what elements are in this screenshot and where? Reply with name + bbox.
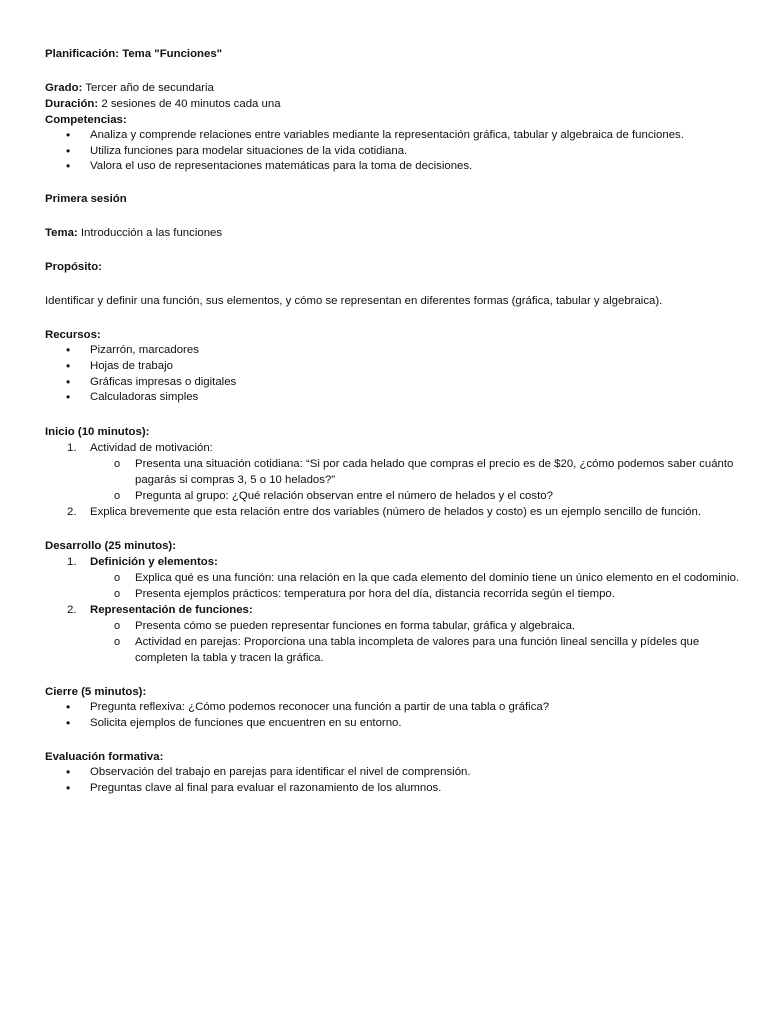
- duracion-line: Duración: 2 sesiones de 40 minutos cada una: [45, 98, 281, 110]
- document-page: [45, 46, 745, 797]
- proposito-text: Identificar y definir una función, sus elementos, y cómo se representan en diferentes formas (gráfica, tabular y algebraica).: [45, 295, 663, 308]
- evaluacion-list: [45, 765, 745, 796]
- list-item: • Valora el uso de representaciones matemáticas para la toma de decisiones.: [45, 159, 745, 175]
- list-item: 2. Representación de funciones: o Presenta cómo se pueden representar funciones en forma tabular, gráfica y algebraica. o Actividad en parejas: Proporciona una tabla incompleta de valores para una función lineal sencilla y pídeles que completen la tabla y tracen la gráfica.: [45, 602, 745, 666]
- desarrollo-list: [45, 554, 745, 666]
- sub-list: [90, 618, 745, 666]
- list-item: • Pregunta reflexiva: ¿Cómo podemos reconocer una función a partir de una tabla o gráfica?: [45, 700, 745, 716]
- list-item: • Hojas de trabajo: [45, 359, 745, 375]
- evaluacion-heading: Evaluación formativa:: [45, 751, 164, 764]
- list-item: • Solicita ejemplos de funciones que encuentren en su entorno.: [45, 716, 745, 732]
- cierre-heading: Cierre (5 minutos):: [45, 685, 147, 698]
- cierre-list: [45, 700, 745, 731]
- sub-list-item: o Pregunta al grupo: ¿Qué relación observan entre el número de helados y el costo?: [90, 488, 745, 504]
- proposito-heading: Propósito:: [45, 261, 102, 274]
- recursos-list: [45, 343, 745, 406]
- list-item: 1. Definición y elementos: o Explica qué es una función: una relación en la que cada elemento del dominio tiene un único elemento en el codominio. o Presenta ejemplos prácticos: temperatura por hora del día, distancia recorrida según el tiempo.: [45, 554, 745, 602]
- primera-sesion-heading: Primera sesión: [45, 193, 127, 206]
- sub-list: [90, 456, 745, 504]
- document-title: Planificación: Tema "Funciones": [45, 48, 223, 60]
- list-item: 1. Actividad de motivación: o Presenta una situación cotidiana: “Si por cada helado que compras el precio es de $20, ¿cómo podemos saber cuánto pagarás si compras 3, 5 o 10 helados?” o Pregunta al grupo: ¿Qué relación observan entre el número de helados y el costo?: [45, 440, 745, 504]
- sub-list: [90, 570, 745, 602]
- list-item: • Preguntas clave al final para evaluar el razonamiento de los alumnos.: [45, 781, 745, 797]
- competencias-heading: Competencias:: [45, 114, 127, 126]
- inicio-heading: Inicio (10 minutos):: [45, 425, 150, 438]
- list-item: • Calculadoras simples: [45, 390, 745, 406]
- sub-list-item: o Actividad en parejas: Proporciona una tabla incompleta de valores para una función lineal sencilla y pídeles que completen la tabla y tracen la gráfica.: [90, 634, 745, 666]
- list-item: • Gráficas impresas o digitales: [45, 375, 745, 391]
- grado-line: Grado: Tercer año de secundaria: [45, 82, 214, 94]
- inicio-list: [45, 440, 745, 520]
- sub-list-item: o Presenta cómo se pueden representar funciones en forma tabular, gráfica y algebraica.: [90, 618, 745, 634]
- list-item: • Utiliza funciones para modelar situaciones de la vida cotidiana.: [45, 144, 745, 160]
- tema-line: Tema: Introducción a las funciones: [45, 227, 223, 240]
- sub-list-item: o Presenta una situación cotidiana: “Si por cada helado que compras el precio es de $20, ¿cómo podemos saber cuánto pagarás si compras 3, 5 o 10 helados?”: [90, 456, 745, 488]
- desarrollo-heading: Desarrollo (25 minutos):: [45, 539, 177, 552]
- sub-list-item: o Explica qué es una función: una relación en la que cada elemento del dominio tiene un único elemento en el codominio.: [90, 570, 745, 586]
- list-item: • Pizarrón, marcadores: [45, 343, 745, 359]
- recursos-heading: Recursos:: [45, 329, 101, 342]
- sub-list-item: o Presenta ejemplos prácticos: temperatura por hora del día, distancia recorrida según el tiempo.: [90, 586, 745, 602]
- list-item: 2. Explica brevemente que esta relación entre dos variables (número de helados y costo) es un ejemplo sencillo de función.: [67, 505, 702, 518]
- competencias-list: [45, 128, 745, 175]
- list-item: • Analiza y comprende relaciones entre variables mediante la representación gráfica, tabular y algebraica de funciones.: [45, 128, 745, 144]
- list-item: • Observación del trabajo en parejas para identificar el nivel de comprensión.: [45, 765, 745, 781]
